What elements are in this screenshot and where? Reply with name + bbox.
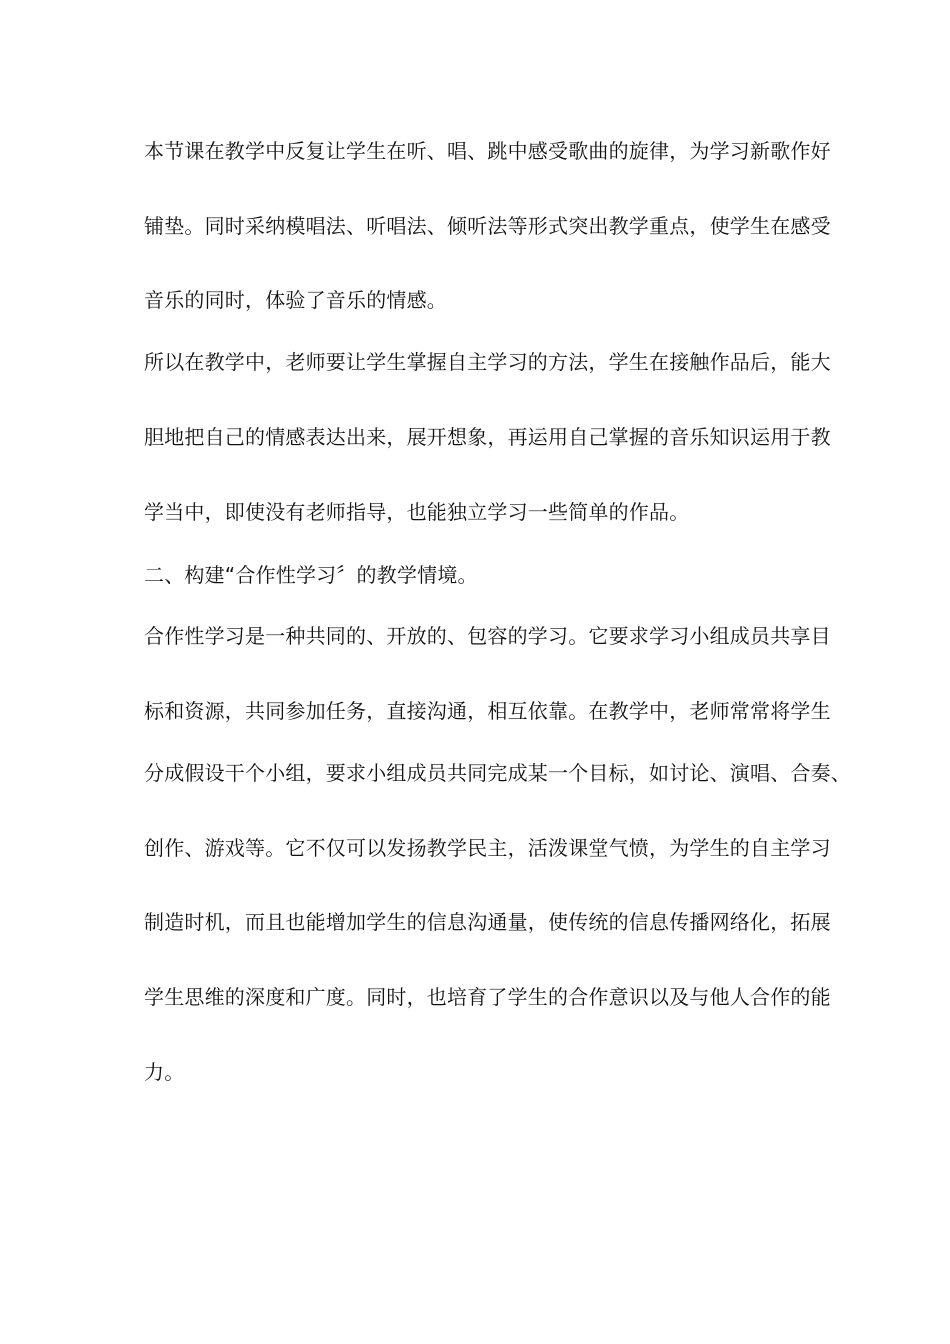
text-line: 创作、游戏等。它不仅可以发扬教学民主，活泼课堂气愤，为学生的自主学习 (144, 836, 831, 860)
text-line: 合作性学习是一种共同的、开放的、包容的学习。它要求学习小组成员共享目 (144, 624, 831, 648)
text-line: 学生思维的深度和广度。同时，也培育了学生的合作意识以及与他人合作的能 (144, 985, 831, 1009)
text-line: 铺垫。同时采纳模唱法、听唱法、倾听法等形式突出教学重点，使学生在感受 (144, 214, 831, 238)
text-line: 标和资源，共同参加任务，直接沟通，相互依靠。在教学中，老师常常将学生 (144, 699, 831, 723)
text-line: 所以在教学中，老师要让学生掌握自主学习的方法，学生在接触作品后，能大 (144, 350, 831, 374)
text-line: 学当中，即使没有老师指导，也能独立学习一些简单的作品。 (144, 500, 690, 524)
text-line: 音乐的同时，体验了音乐的情感。 (144, 288, 447, 312)
text-line: 胆地把自己的情感表达出来，展开想象，再运用自己掌握的音乐知识运用于教 (144, 425, 831, 449)
text-line: 制造时机，而且也能增加学生的信息沟通量，使传统的信息传播网络化，拓展 (144, 910, 831, 934)
text-line: 本节课在教学中反复让学生在听、唱、跳中感受歌曲的旋律，为学习新歌作好 (144, 139, 831, 163)
text-line: 分成假设干个小组，要求小组成员共同完成某一个目标，如讨论、演唱、合奏、 (144, 761, 851, 785)
heading-text: 二、构建“合作性学习〞的教学情境。 (144, 563, 478, 587)
text-line: 力。 (144, 1060, 185, 1084)
